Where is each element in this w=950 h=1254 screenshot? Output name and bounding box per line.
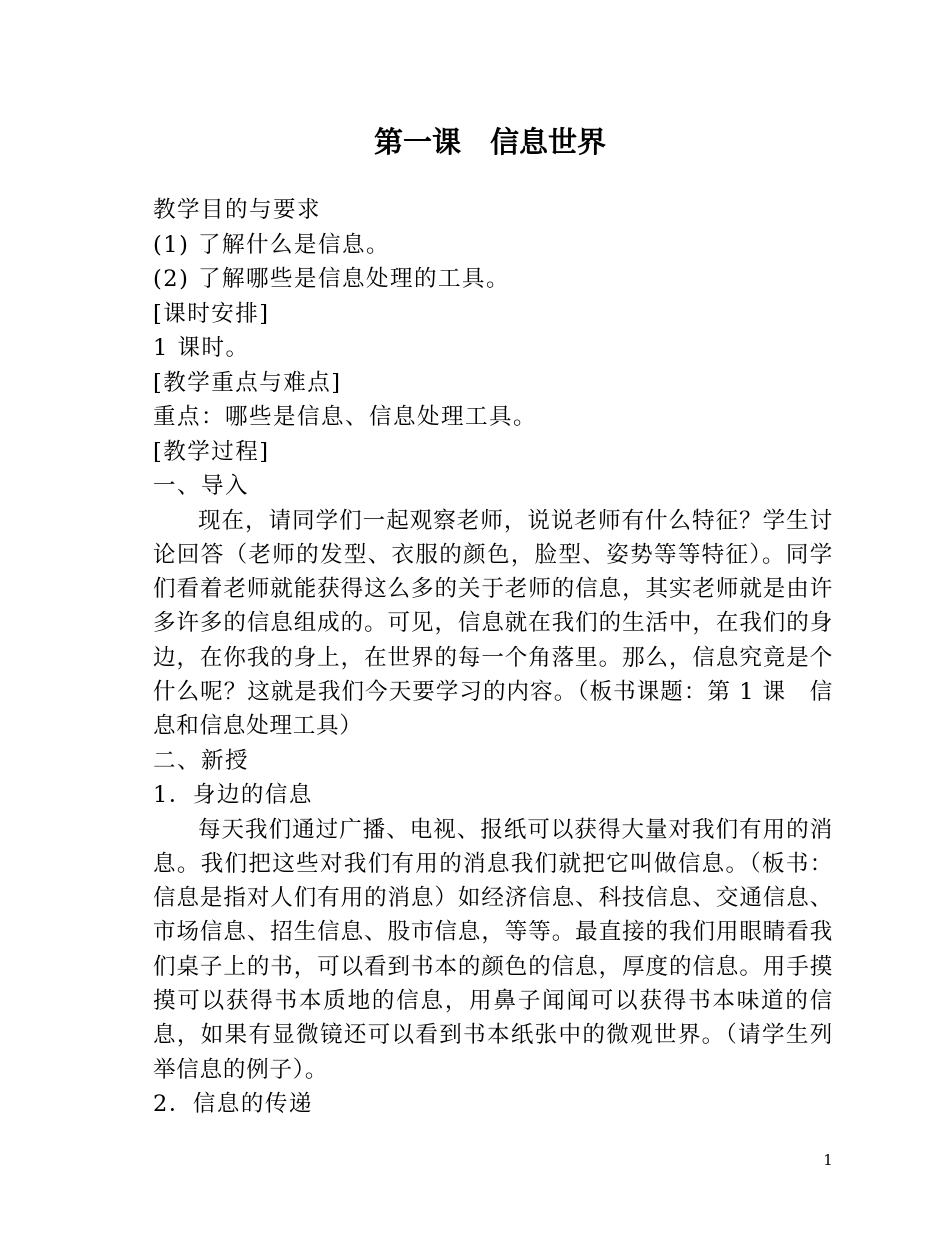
subsection-info-transfer: 2．信息的传递 — [153, 1090, 313, 1117]
section-new-heading: 二、新授 — [153, 747, 250, 774]
schedule-heading: [课时安排] — [153, 300, 270, 327]
schedule-value: 1 课时。 — [153, 335, 250, 361]
objectives-heading: 教学目的与要求 — [153, 197, 322, 223]
objective-item: (1) 了解什么是信息。 — [153, 231, 391, 258]
lesson-title: 第一课 信息世界 — [373, 125, 606, 159]
intro-paragraph: 现在，请同学们一起观察老师，说说老师有什么特征？学生讨论回答（老师的发型、衣服的颜色，脸型、姿势等等特征）。同学们看着老师就能获得这么多的关于老师的信息，其实老师就是由许多许多的信息组成的。可见，信息就在我们的生活中，在我们的身边，在你我的身上，在世界的每一个角落里。那么，信息究竟是个什么呢？这就是我们今天要学习的内容。（板书课题：第 1 课 信息和信息处理工具） — [153, 507, 833, 740]
info-paragraph: 每天我们通过广播、电视、报纸可以获得大量对我们有用的消息。我们把这些对我们有用的消息我们就把它叫做信息。（板书：信息是指对人们有用的消息）如经济信息、科技信息、交通信息、市场信息、招生信息、股市信息，等等。最直接的我们用眼睛看我们桌子上的书，可以看到书本的颜色的信息，厚度的信息。用手摸摸可以获得书本质地的信息，用鼻子闻闻可以获得书本味道的信息，如果有显微镜还可以看到书本纸张中的微观世界。（请学生列举信息的例子）。 — [153, 816, 833, 1083]
key-points-text: 重点：哪些是信息、信息处理工具。 — [153, 404, 538, 430]
lesson-body — [153, 193, 833, 1121]
page-number: 1 — [823, 1151, 833, 1169]
objective-item: (2) 了解哪些是信息处理的工具。 — [153, 266, 511, 292]
process-heading: [教学过程] — [153, 438, 270, 465]
subsection-surrounding-info: 1．身边的信息 — [153, 782, 313, 809]
key-points-heading: [教学重点与难点] — [153, 369, 342, 396]
section-intro-heading: 一、导入 — [153, 473, 250, 499]
